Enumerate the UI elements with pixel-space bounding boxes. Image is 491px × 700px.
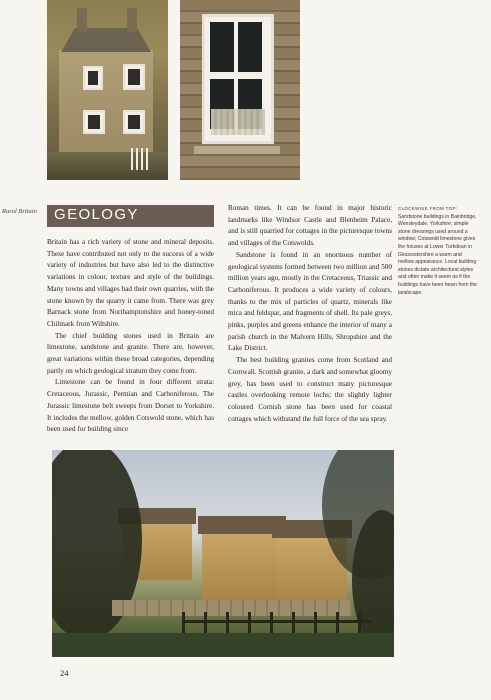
window-frame <box>202 14 274 144</box>
house-window <box>123 110 145 134</box>
running-head: Rural Britain <box>2 208 37 215</box>
paragraph: Limestone can be found in four different strata: Cretaceous, Jurassic, Permian and Carboniferous. The Jurassic limestone belt sweeps from Dorset to Yorkshire. It includes the mellow, golden Cotswold stone, which has been used for building since <box>47 378 214 434</box>
chimney <box>127 8 137 32</box>
window-pane <box>210 22 234 72</box>
house-window <box>83 110 105 134</box>
section-heading-bar <box>47 205 214 227</box>
photo-sandstone-buildings <box>47 0 168 180</box>
paragraph: The chief building stones used in Britain are limestone, sandstone and granite. There are, however, great variations within these broad categories, depending partly on which geological stratum they come from. <box>47 331 214 375</box>
window-curtain <box>211 109 265 135</box>
photo-caption <box>398 205 478 297</box>
house-window <box>123 64 145 90</box>
grass <box>52 633 394 657</box>
text-column-left <box>47 237 214 436</box>
paragraph: The best building granites come from Scotland and Cornwall. Scottish granite, a dark and somewhat gloomy grey, has been used to construct many picturesque castles overlooking remote lochs; the slightly lighter coloured Cornish stone has been used for coastal cottages which withstand the full force of the sea spray. <box>228 356 392 423</box>
caption-text: Sandstone buildings in Bainbridge, Wensleydale, Yorkshire; simple stone dressings used around a window; Cotswold limestone gives the houses at Lower Turkdean in Gloucestershire a warm and mellow appearance. Local building stones dictate architectural styles and often make it seem as if the buildings have been hewn from the landscape. <box>398 213 478 296</box>
window-sill <box>194 146 280 154</box>
paragraph: Britain has a rich variety of stone and mineral deposits. These have contributed not only to the success of a wide variety of industries but have also led to the distinctive variations in colour, texture and style of the buildings. Many towns and villages had their own quarries, with the stone known by the quarry it came from. There was grey Barnack stone from Northamptonshire and honey-toned Chilmark from Wiltshire. <box>47 238 214 328</box>
paragraph: Roman times. It can be found in major historic landmarks like Windsor Castle and Blenheim Palace, and is still quarried for cottages in the picturesque towns and villages of the Cotswolds. <box>228 204 392 248</box>
section-heading: GEOLOGY <box>54 206 139 223</box>
photo-cotswold-village <box>52 450 394 657</box>
window-pane <box>238 22 262 72</box>
house-window <box>83 66 103 90</box>
village-building <box>202 530 282 600</box>
text-column-right <box>228 203 392 425</box>
paragraph: Sandstone is found in an enormous number of geological systems formed between two million and 500 million years ago, mostly in the Cretaceous, Triassic and Carboniferous. It produces a wide variety of colours, thanks to the mix of particles of quartz, minerals like mica and feldspar, and fragments of shell. Its pale greys, pinks, purples and greens enhance the interior of many a parish church in the Malvern Hills, Shropshire and the Lake District. <box>228 250 392 353</box>
house-roof <box>55 28 155 52</box>
white-gate <box>131 148 151 170</box>
page-number: 24 <box>60 668 69 678</box>
chimney <box>77 8 87 32</box>
caption-title: CLOCKWISE FROM TOP: <box>398 206 458 211</box>
photo-stone-window <box>180 0 300 180</box>
